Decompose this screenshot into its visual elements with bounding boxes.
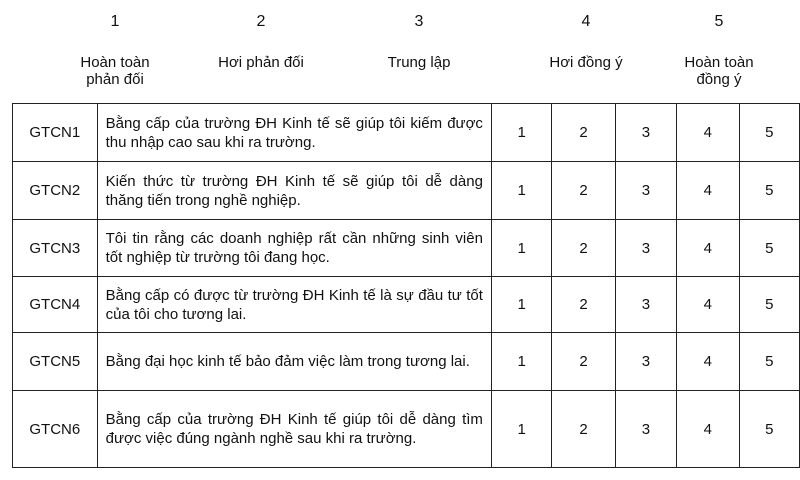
item-statement: Tôi tin rằng các doanh nghiệp rất cần những sinh viên tốt nghiệp từ trường tôi đang học. xyxy=(97,220,491,277)
scale-label xyxy=(72,54,158,88)
option-4[interactable]: 4 xyxy=(677,277,739,333)
item-statement: Bằng cấp của trường ĐH Kinh tế sẽ giúp tôi kiếm được thu nhập cao sau khi ra trường. xyxy=(97,104,491,162)
option-5[interactable]: 5 xyxy=(739,162,799,220)
option-4[interactable]: 4 xyxy=(677,162,739,220)
scale-col-3 xyxy=(376,12,462,71)
option-3[interactable]: 3 xyxy=(615,333,676,391)
scale-label: Trung lập xyxy=(387,54,451,71)
option-4[interactable]: 4 xyxy=(677,391,739,468)
item-statement: Bằng cấp của trường ĐH Kinh tế giúp tôi dễ dàng tìm được việc đúng ngành nghề sau khi ra trường. xyxy=(97,391,491,468)
option-5[interactable]: 5 xyxy=(739,391,799,468)
option-5[interactable]: 5 xyxy=(739,104,799,162)
scale-number: 3 xyxy=(414,13,424,30)
item-code: GTCN6 xyxy=(13,391,98,468)
option-2[interactable]: 2 xyxy=(552,391,615,468)
option-2[interactable]: 2 xyxy=(552,162,615,220)
scale-col-1 xyxy=(72,12,158,88)
scale-header xyxy=(0,0,800,100)
option-2[interactable]: 2 xyxy=(552,104,615,162)
item-statement: Bằng cấp có được từ trường ĐH Kinh tế là sự đầu tư tốt của tôi cho tương lai. xyxy=(97,277,491,333)
scale-col-5 xyxy=(672,12,766,88)
item-statement: Bằng đại học kinh tế bảo đảm việc làm trong tương lai. xyxy=(97,333,491,391)
scale-label: Hơi phản đối xyxy=(218,54,304,71)
scale-col-4 xyxy=(536,12,636,71)
option-5[interactable]: 5 xyxy=(739,220,799,277)
item-code: GTCN3 xyxy=(13,220,98,277)
scale-label-line2: phản đối xyxy=(86,71,144,88)
option-1[interactable]: 1 xyxy=(491,104,551,162)
option-1[interactable]: 1 xyxy=(491,277,551,333)
item-code: GTCN4 xyxy=(13,277,98,333)
item-code: GTCN2 xyxy=(13,162,98,220)
option-3[interactable]: 3 xyxy=(615,104,676,162)
table-row xyxy=(13,277,800,333)
table-row xyxy=(13,162,800,220)
option-5[interactable]: 5 xyxy=(739,333,799,391)
scale-number: 2 xyxy=(256,13,266,30)
option-1[interactable]: 1 xyxy=(491,220,551,277)
option-3[interactable]: 3 xyxy=(615,220,676,277)
option-2[interactable]: 2 xyxy=(552,277,615,333)
item-code: GTCN5 xyxy=(13,333,98,391)
scale-label xyxy=(672,54,766,88)
table-row xyxy=(13,104,800,162)
scale-col-2 xyxy=(206,12,316,71)
scale-number: 5 xyxy=(714,13,724,30)
option-1[interactable]: 1 xyxy=(491,162,551,220)
scale-number: 4 xyxy=(581,13,591,30)
option-3[interactable]: 3 xyxy=(615,391,676,468)
table-row xyxy=(13,391,800,468)
table-row xyxy=(13,220,800,277)
option-4[interactable]: 4 xyxy=(677,333,739,391)
scale-label-line1: Hoàn toàn xyxy=(684,54,754,71)
scale-label: Hơi đồng ý xyxy=(549,54,623,71)
scale-label-line2: đồng ý xyxy=(696,71,742,88)
item-code: GTCN1 xyxy=(13,104,98,162)
option-2[interactable]: 2 xyxy=(552,220,615,277)
scale-number: 1 xyxy=(110,13,120,30)
option-4[interactable]: 4 xyxy=(677,220,739,277)
table-row xyxy=(13,333,800,391)
option-1[interactable]: 1 xyxy=(491,333,551,391)
scale-label-line1: Hoàn toàn xyxy=(80,54,150,71)
option-3[interactable]: 3 xyxy=(615,277,676,333)
item-statement: Kiến thức từ trường ĐH Kinh tế sẽ giúp tôi dễ dàng thăng tiến trong nghề nghiệp. xyxy=(97,162,491,220)
option-3[interactable]: 3 xyxy=(615,162,676,220)
option-5[interactable]: 5 xyxy=(739,277,799,333)
option-1[interactable]: 1 xyxy=(491,391,551,468)
survey-table xyxy=(12,103,800,468)
option-2[interactable]: 2 xyxy=(552,333,615,391)
option-4[interactable]: 4 xyxy=(677,104,739,162)
